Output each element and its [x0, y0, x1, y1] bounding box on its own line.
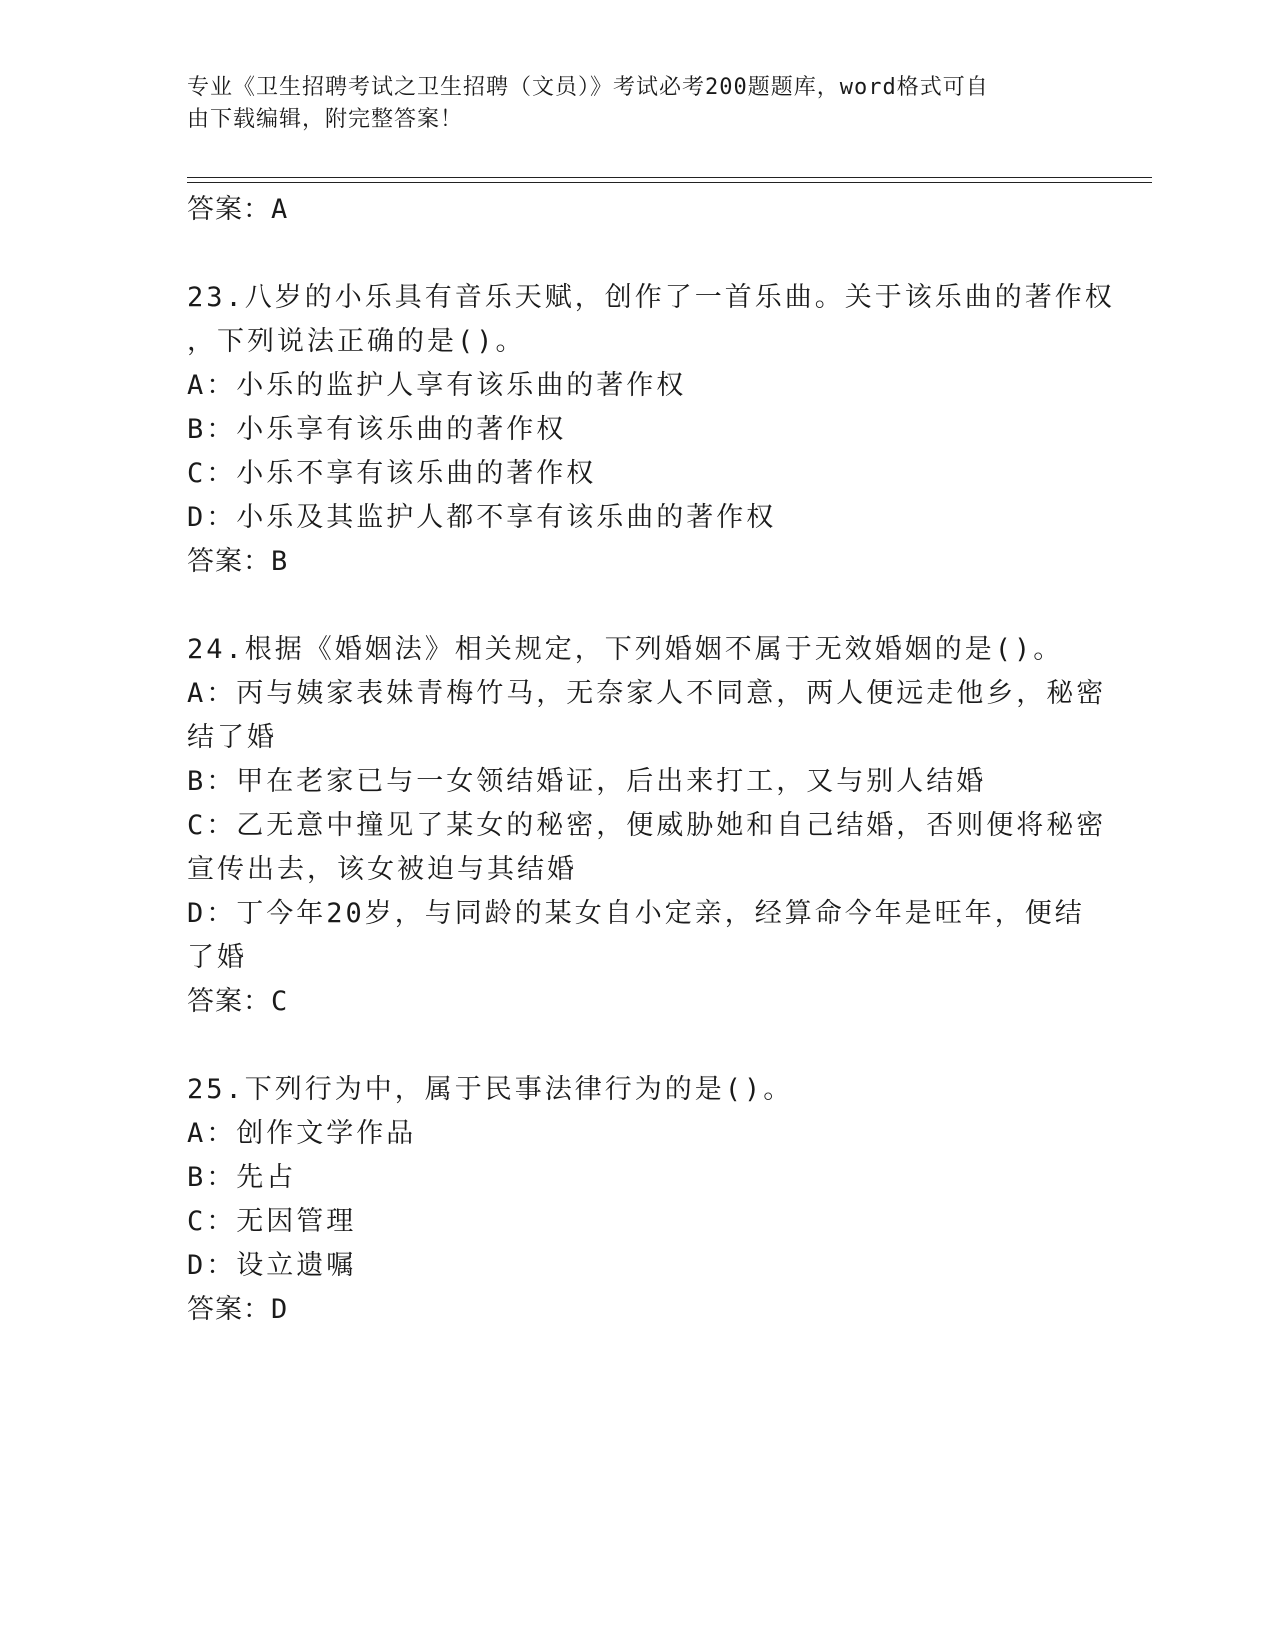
answer-value: C	[271, 986, 289, 1017]
question-23-option-d: D：小乐及其监护人都不享有该乐曲的著作权	[187, 502, 777, 533]
question-23-stem-line-1: 23.八岁的小乐具有音乐天赋，创作了一首乐曲。关于该乐曲的著作权	[187, 282, 1115, 313]
header-divider-top	[187, 177, 1152, 178]
question-25-option-a: A：创作文学作品	[187, 1118, 417, 1149]
question-23-option-b: B：小乐享有该乐曲的著作权	[187, 414, 567, 445]
question-24-answer	[187, 982, 288, 1022]
question-25-option-c: C：无因管理	[187, 1206, 357, 1237]
question-24-option-c-line-2: 宣传出去，该女被迫与其结婚	[187, 854, 577, 885]
question-23-option-c: C：小乐不享有该乐曲的著作权	[187, 458, 597, 489]
header-line-1: 专业《卫生招聘考试之卫生招聘（文员）》考试必考200题题库，word格式可自	[187, 75, 989, 100]
question-23-option-a: A：小乐的监护人享有该乐曲的著作权	[187, 370, 687, 401]
question-24-option-c-line-1: C：乙无意中撞见了某女的秘密，便威胁她和自己结婚，否则便将秘密	[187, 810, 1107, 841]
answer-value: D	[271, 1294, 289, 1325]
answer-label: 答案：	[187, 546, 271, 577]
answer-value: A	[271, 194, 289, 225]
answer-label: 答案：	[187, 1294, 271, 1325]
header-divider-bottom	[187, 182, 1152, 183]
answer-value: B	[271, 546, 289, 577]
question-25-stem-line-1: 25.下列行为中，属于民事法律行为的是()。	[187, 1074, 794, 1105]
question-25-answer	[187, 1290, 288, 1330]
question-25-option-b: B：先占	[187, 1162, 297, 1193]
question-24-option-d-line-1: D：丁今年20岁，与同龄的某女自小定亲，经算命今年是旺年，便结	[187, 898, 1085, 929]
answer-label: 答案：	[187, 986, 271, 1017]
header-line-2: 由下载编辑，附完整答案！	[187, 107, 464, 132]
answer-label: 答案：	[187, 194, 271, 225]
question-24-option-d-line-2: 了婚	[187, 942, 247, 973]
answer-line-prev	[187, 190, 288, 230]
question-24-option-b: B：甲在老家已与一女领结婚证，后出来打工，又与别人结婚	[187, 766, 987, 797]
question-23-answer	[187, 542, 288, 582]
question-24-stem-line-1: 24.根据《婚姻法》相关规定，下列婚姻不属于无效婚姻的是()。	[187, 634, 1064, 665]
page-header	[187, 72, 1067, 136]
question-24-option-a-line-1: A：丙与姨家表妹青梅竹马，无奈家人不同意，两人便远走他乡，秘密	[187, 678, 1107, 709]
question-25-option-d: D：设立遗嘱	[187, 1250, 357, 1281]
question-23-stem-line-2: ，下列说法正确的是()。	[187, 326, 526, 357]
question-24-option-a-line-2: 结了婚	[187, 722, 277, 753]
